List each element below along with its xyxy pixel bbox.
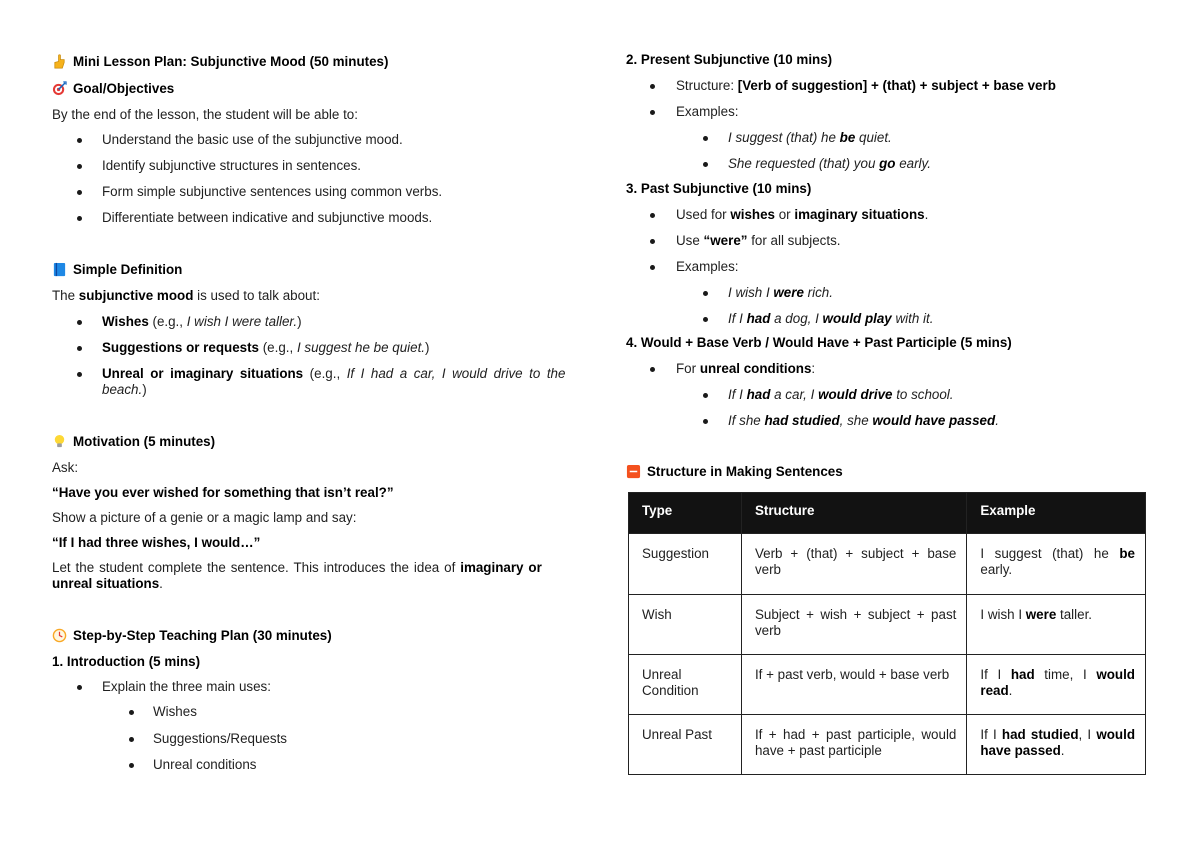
- would-for: For unreal conditions:: [676, 361, 816, 376]
- complete-text: Let the student complete the sentence. This introduces the idea of imaginary or: [52, 560, 542, 575]
- structure-table: [628, 492, 1146, 775]
- use-suggestions: Suggestions or requests (e.g., I suggest he be quiet.): [102, 340, 430, 355]
- cell-example: I suggest (that) he be early.: [967, 534, 1146, 595]
- bullet-icon: [703, 136, 708, 141]
- definition-intro: The subjunctive mood is used to talk about:: [52, 288, 320, 303]
- bullet-icon: [129, 763, 134, 768]
- bullet-icon: [129, 710, 134, 715]
- past-used-for: Used for wishes or imaginary situations.: [676, 207, 929, 222]
- bullet-icon: [650, 367, 655, 372]
- question-real: “Have you ever wished for something that isn’t real?”: [52, 485, 394, 500]
- table-row: [629, 595, 1146, 655]
- ask-label: Ask:: [52, 460, 79, 475]
- column-header-structure: Structure: [741, 493, 966, 534]
- intro-use-item: Unreal conditions: [153, 757, 257, 772]
- motivation-heading: Motivation (5 minutes): [52, 434, 215, 450]
- would-example: If I had a car, I would drive to school.: [728, 387, 954, 402]
- table-row: [629, 534, 1146, 595]
- use-unreal-cont: beach.): [102, 382, 147, 397]
- intro-bullet: Explain the three main uses:: [102, 679, 271, 694]
- definition-heading: Simple Definition: [52, 262, 182, 278]
- cell-example: I wish I were taller.: [967, 595, 1146, 655]
- bullet-icon: [77, 138, 82, 143]
- plan-heading: Step-by-Step Teaching Plan (30 minutes): [52, 628, 332, 644]
- column-header-example: Example: [967, 493, 1146, 534]
- cell-type: Wish: [629, 595, 742, 655]
- table-row: [629, 655, 1146, 715]
- bullet-icon: [703, 393, 708, 398]
- would-example: If she had studied, she would have passed.: [728, 413, 999, 428]
- bullet-icon: [77, 346, 82, 351]
- intro-heading: 1. Introduction (5 mins): [52, 654, 201, 669]
- bullet-icon: [77, 372, 82, 377]
- cell-structure: If + had + past participle, would have + past participle: [741, 715, 966, 775]
- minus-square-icon: [626, 464, 641, 479]
- bullet-icon: [650, 84, 655, 89]
- past-heading: 3. Past Subjunctive (10 mins): [626, 181, 812, 196]
- cell-type: Unreal Past: [629, 715, 742, 775]
- bullet-icon: [703, 162, 708, 167]
- goal-heading: Goal/Objectives: [52, 81, 174, 97]
- bullet-icon: [650, 213, 655, 218]
- objective-item: Differentiate between indicative and subjunctive moods.: [102, 210, 433, 225]
- structure-heading: Structure in Making Sentences: [626, 464, 843, 480]
- lesson-title: Mini Lesson Plan: Subjunctive Mood (50 minutes): [52, 54, 388, 70]
- bullet-icon: [650, 239, 655, 244]
- clock-icon: [52, 628, 67, 643]
- present-structure: Structure: [Verb of suggestion] + (that) + subject + base verb: [676, 78, 1056, 93]
- present-example: She requested (that) you go early.: [728, 156, 931, 171]
- cell-structure: Subject + wish + subject + past verb: [741, 595, 966, 655]
- bullet-icon: [77, 164, 82, 169]
- lightbulb-icon: [52, 434, 67, 449]
- bullet-icon: [703, 291, 708, 296]
- bullet-icon: [77, 216, 82, 221]
- table-row: [629, 715, 1146, 775]
- cell-structure: If + past verb, would + base verb: [741, 655, 966, 715]
- bullet-icon: [703, 317, 708, 322]
- past-example: I wish I were rich.: [728, 285, 833, 300]
- goal-intro: By the end of the lesson, the student will be able to:: [52, 107, 358, 122]
- past-example: If I had a dog, I would play with it.: [728, 311, 934, 326]
- cell-type: Unreal Condition: [629, 655, 742, 715]
- examples-label: Examples:: [676, 259, 739, 274]
- use-wishes: Wishes (e.g., I wish I were taller.): [102, 314, 302, 329]
- present-example: I suggest (that) he be quiet.: [728, 130, 892, 145]
- bullet-icon: [650, 265, 655, 270]
- bullet-icon: [129, 737, 134, 742]
- intro-use-item: Wishes: [153, 704, 197, 719]
- complete-text-cont: unreal situations.: [52, 576, 163, 591]
- bullet-icon: [77, 320, 82, 325]
- cell-structure: Verb + (that) + subject + base verb: [741, 534, 966, 595]
- would-heading: 4. Would + Base Verb / Would Have + Past Participle (5 mins): [626, 335, 1012, 350]
- cell-type: Suggestion: [629, 534, 742, 595]
- column-header-type: Type: [629, 493, 742, 534]
- bullet-icon: [77, 685, 82, 690]
- book-icon: [52, 262, 67, 277]
- intro-use-item: Suggestions/Requests: [153, 731, 287, 746]
- use-unreal: Unreal or imaginary situations (e.g., If I had a car, I would drive to the: [102, 366, 566, 381]
- present-heading: 2. Present Subjunctive (10 mins): [626, 52, 833, 67]
- table-header-row: [629, 493, 1146, 534]
- examples-label: Examples:: [676, 104, 739, 119]
- bullet-icon: [650, 110, 655, 115]
- cell-example: If I had studied, I would have passed.: [967, 715, 1146, 775]
- target-icon: [52, 81, 67, 96]
- bullet-icon: [77, 190, 82, 195]
- show-picture-text: Show a picture of a genie or a magic lamp and say:: [52, 510, 357, 525]
- past-use-were: Use “were” for all subjects.: [676, 233, 841, 248]
- objective-item: Identify subjunctive structures in sentences.: [102, 158, 362, 173]
- pointing-hand-icon: [52, 54, 67, 69]
- cell-example: If I had time, I would read.: [967, 655, 1146, 715]
- objective-item: Understand the basic use of the subjunctive mood.: [102, 132, 403, 147]
- question-wishes: “If I had three wishes, I would…”: [52, 535, 261, 550]
- bullet-icon: [703, 419, 708, 424]
- objective-item: Form simple subjunctive sentences using common verbs.: [102, 184, 443, 199]
